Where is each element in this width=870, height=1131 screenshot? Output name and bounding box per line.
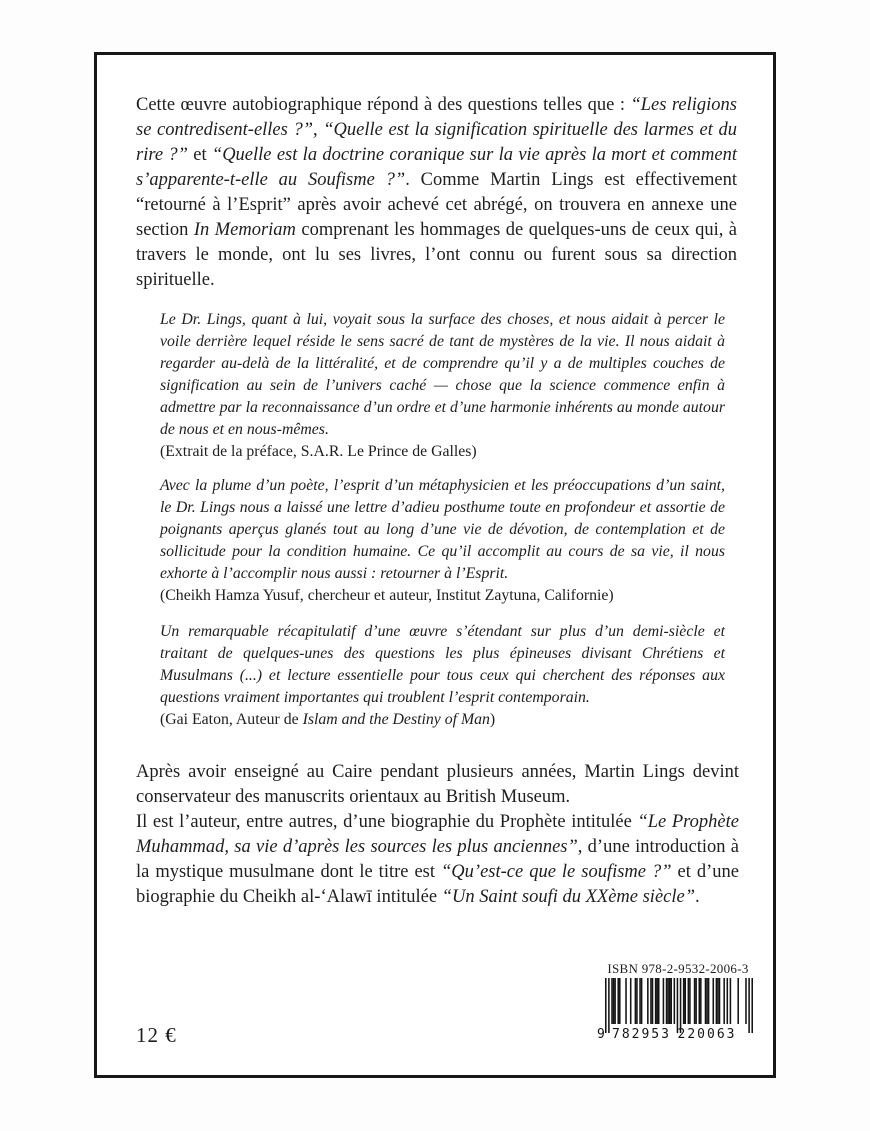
price-label: 12 € — [136, 1023, 177, 1047]
quote-attribution: (Cheikh Hamza Yusuf, chercheur et auteur, Institut Zaytuna, Californie) — [160, 587, 614, 604]
quote-attribution: (Extrait de la préface, S.A.R. Le Prince de Galles) — [160, 443, 477, 460]
quote-block-hamza-yusuf — [160, 475, 725, 607]
author-bio-section — [136, 760, 739, 910]
quote-body: Le Dr. Lings, quant à lui, voyait sous la surface des choses, et nous aidait à percer le voile derrière lequel réside le sens sacré de tant de mystères de la vie. Il nous aidait à regarder au-delà de la littéralité, et de comprendre qu’il y a de multiples couches de signification au sein de l’univers caché — chose que la science commence enfin à admettre par la reconnaissance d’un ordre et d’une harmonie inhérents au monde autour de nous et en nous-mêmes. — [160, 311, 725, 438]
barcode-digit-9: 9 — [597, 1027, 605, 1042]
isbn-label: ISBN 978-2-9532-2006-3 — [607, 961, 749, 976]
barcode-digits-right: 220063 — [677, 1027, 737, 1042]
quote-body: Un remarquable récapitulatif d’une œuvre s’étendant sur plus d’un demi-siècle et traitant de quelques-unes des questions les plus épineuses divisant Chrétiens et Musulmans (...) et lecture essentielle pour tous ceux qui cherchent des réponses aux questions vraiment importantes qui troublent l’esprit contemporain. — [160, 623, 725, 706]
quote-body: Avec la plume d’un poète, l’esprit d’un métaphysicien et les préoccupations d’un saint, le Dr. Lings nous a laissé une lettre d’adieu posthume toute en profondeur et assortie de poignants aperçus glanés tout au long d’une vie de dévotion, de contemplation et de sollicitude pour la condition humaine. Ce qu’il accomplit au cours de sa vie, il nous exhorte à l’accomplir nous aussi : retourner à l’Esprit. — [160, 477, 725, 582]
barcode-bars — [605, 978, 753, 1033]
book-back-cover — [94, 52, 776, 1078]
author-bio-paragraph-1: Après avoir enseigné au Caire pendant plusieurs années, Martin Lings devint conservateur des manuscrits orientaux au British Museum. — [136, 762, 739, 807]
quote-attribution: (Gai Eaton, Auteur de Islam and the Destiny of Man) — [160, 711, 496, 728]
barcode-block — [597, 961, 759, 1057]
barcode-digits-left: 782953 — [612, 1027, 671, 1042]
quote-block-gai-eaton — [160, 621, 725, 731]
quote-block-preface — [160, 309, 725, 463]
author-bio-paragraph-2: Il est l’auteur, entre autres, d’une biographie du Prophète intitulée “Le Prophète Muhammad, sa vie d’après les sources les plus anciennes”, d’une introduction à la mystique musulmane dont le titre est “Qu’est-ce que le soufisme ?” et d’une biographie du Cheikh al-‘Alawī intitulée “Un Saint soufi du XXème siècle”. — [136, 812, 739, 907]
intro-paragraph: Cette œuvre autobiographique répond à des questions telles que : “Les religions se contredisent-elles ?”, “Quelle est la signification spirituelle des larmes et du rire ?” et “Quelle est la doctrine coranique sur la vie après la mort et comment s’apparente-t-elle au Soufisme ?”. Comme Martin Lings est effectivement “retourné à l’Esprit” après avoir achevé cet abrégé, on trouvera en annexe une section In Memoriam comprenant les hommages de quelques-uns de ceux qui, à travers le monde, ont lu ses livres, l’ont connu ou furent sous sa direction spirituelle. — [136, 95, 738, 290]
